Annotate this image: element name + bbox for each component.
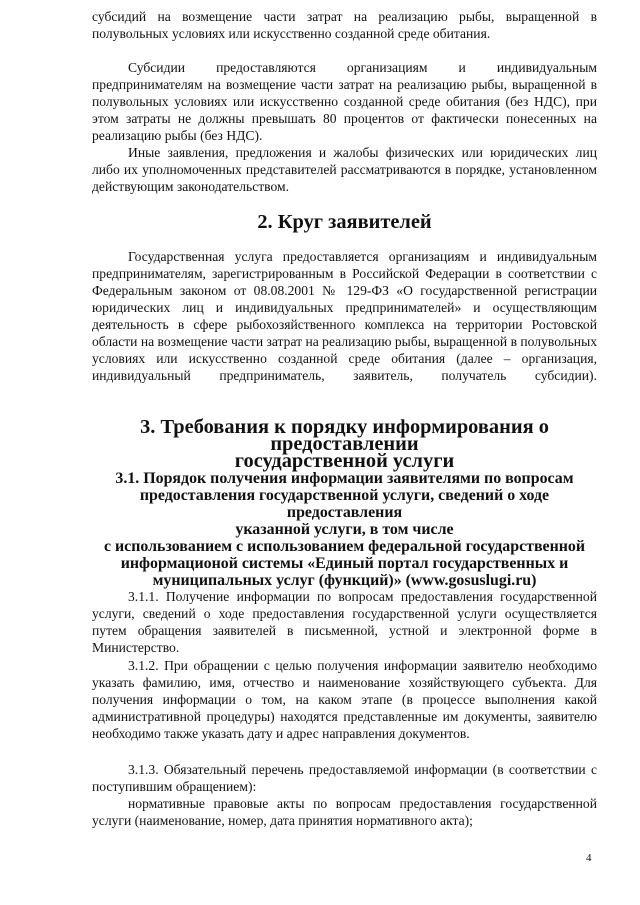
heading-line: информационой системы «Единый портал государственных и bbox=[120, 555, 569, 572]
heading-line: муниципальных услуг (функций)» (www.gosuslugi.ru) bbox=[152, 572, 537, 589]
heading-line: указанной услуги, в том числе bbox=[235, 521, 454, 538]
heading-information-procedure bbox=[92, 470, 597, 589]
paragraph-service-applicants: Государственная услуга предоставляется организациям и индивидуальным предпринимателям, зарегистрированным в Российской Федерации в соответствии с Федеральным законом от 08.08.2001 № 129-ФЗ «О государственной регистрации юридических лиц и индивидуальных предпринимателей» и осуществляющим деятельность в сфере рыбохозяйственного комплекса на территории Ростовской области на возмещение части затрат на реализацию рыбы, выращенной в полувольных условиях или искусственно созданной среде обитания (далее – организация, индивидуальный предприниматель, заявитель, получатель субсидии). bbox=[92, 249, 597, 383]
paragraph-3-1-1: 3.1.1. Получение информации по вопросам предоставления государственной услуги, сведений о ходе предоставления государственной услуги осуществляется путем обращения заявителей в письменной, устной и электронной форме в Министерство. bbox=[92, 589, 597, 655]
heading-line: 3.1. Порядок получения информации заявителями по вопросам bbox=[115, 470, 574, 487]
heading-applicants: 2. Круг заявителей bbox=[257, 211, 432, 233]
page-number: 4 bbox=[586, 852, 592, 864]
heading-informing-requirements bbox=[92, 416, 597, 472]
paragraph-normative-acts: нормативные правовые акты по вопросам предоставления государственной услуги (наименование, номер, дата принятия нормативного акта); bbox=[92, 796, 597, 828]
paragraph-3-1-2: 3.1.2. При обращении с целью получения информации заявителю необходимо указать фамилию, имя, отчество и наименование хозяйствующего субъекта. Для получения информации о том, на каком этапе (в процессе выполнения какой административной процедуры) находятся представленные им документы, заявителю необходимо также указать дату и адрес направления документов. bbox=[92, 658, 597, 741]
paragraph-subsidies-provided: Субсидии предоставляются организациям и индивидуальным предпринимателям на возмещение части затрат на реализацию рыбы, выращенной в полувольных условиях или искусственно созданной среде обитания (без НДС), при этом затраты не должны превышать 80 процентов от фактически понесенных на реализацию рыбы (без НДС). bbox=[92, 60, 597, 143]
heading-line: предоставления государственной услуги, сведений о ходе предоставления bbox=[139, 487, 550, 521]
paragraph-subsidies-continuation: субсидий на возмещение части затрат на реализацию рыбы, выращенной в полувольных условиях или искусственно созданной среде обитания. bbox=[92, 9, 597, 41]
paragraph-other-applications: Иные заявления, предложения и жалобы физических или юридических лиц либо их уполномоченных представителей рассматриваются в порядке, установленном действующим законодательством. bbox=[92, 145, 597, 194]
heading-line: государственной услуги bbox=[234, 450, 455, 472]
heading-line: 3. Требования к порядку информирования о предоставлении bbox=[140, 416, 549, 455]
paragraph-3-1-3: 3.1.3. Обязательный перечень предоставляемой информации (в соответствии с поступившим обращением): bbox=[92, 762, 597, 794]
heading-line: с использованием с использованием федеральной государственной bbox=[103, 538, 586, 555]
